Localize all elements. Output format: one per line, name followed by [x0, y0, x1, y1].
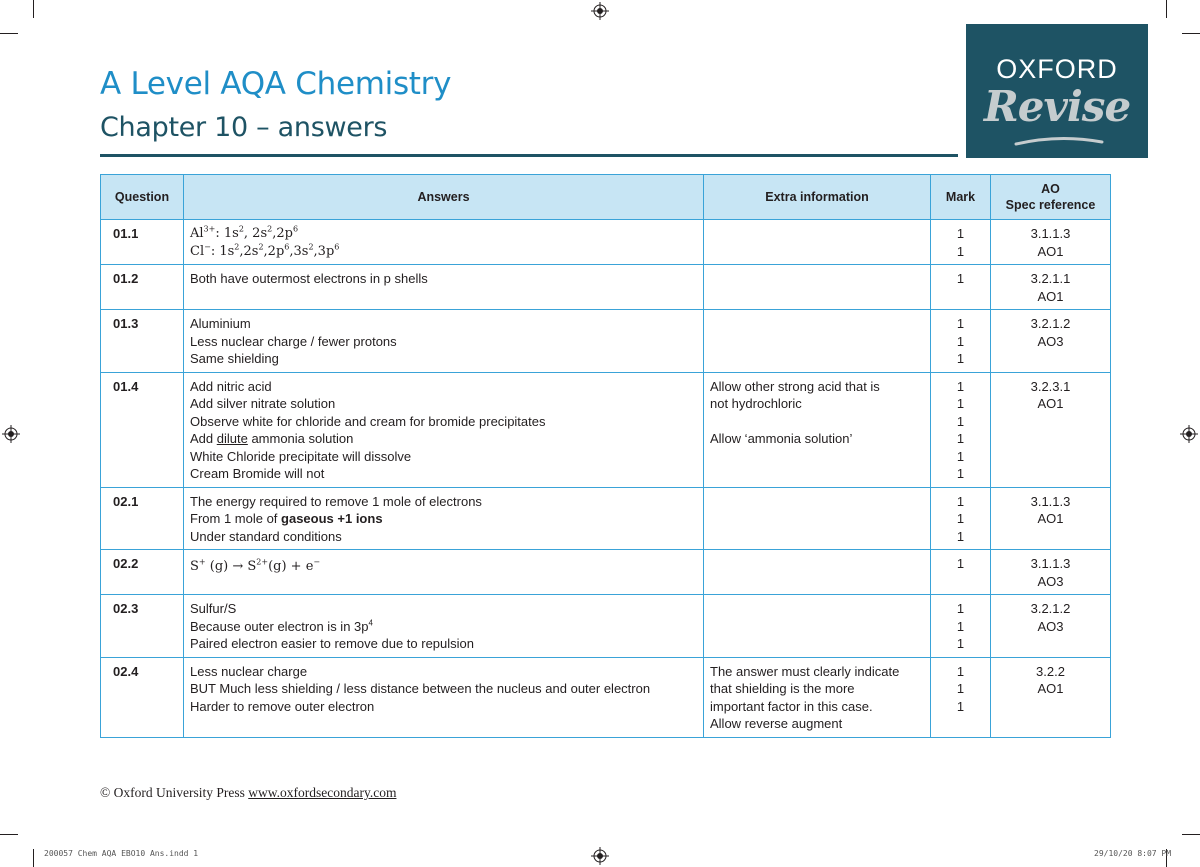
question-number: 01.1 — [101, 220, 184, 265]
question-number: 01.3 — [101, 310, 184, 373]
table-row — [101, 372, 1111, 487]
answer-line: Paired electron easier to remove due to repulsion — [190, 636, 474, 651]
oxford-secondary-link[interactable]: www.oxfordsecondary.com — [248, 785, 397, 800]
spec-reference-cell: 3.1.1.3 AO1 — [991, 220, 1111, 265]
crop-mark — [33, 849, 34, 867]
copyright-text: © Oxford University Press — [100, 785, 245, 800]
column-header-ao: AO Spec reference — [991, 175, 1111, 220]
print-slug-right: 29/10/20 8:07 PM — [1094, 849, 1172, 858]
answer-cell — [184, 310, 704, 373]
extra-info-cell — [704, 595, 931, 658]
answer-line: Aluminium — [190, 316, 251, 331]
logo-oxford-text: OXFORD — [996, 54, 1118, 84]
mark-cell: 1 — [931, 265, 991, 310]
spec-reference-cell: 3.2.3.1 AO1 — [991, 372, 1111, 487]
answer-line: The energy required to remove 1 mole of electrons — [190, 493, 482, 509]
spec-reference-cell: 3.2.1.2 AO3 — [991, 310, 1111, 373]
answer-cell — [184, 657, 704, 737]
answer-line: Add nitric acid — [190, 378, 272, 394]
mark-cell: 1 1 1 — [931, 310, 991, 373]
extra-info-cell: The answer must clearly indicate that shielding is the more important factor in this case. Allow reverse augment — [704, 657, 931, 737]
question-number: 01.4 — [101, 372, 184, 487]
answer-cell — [184, 265, 704, 310]
question-number: 02.4 — [101, 657, 184, 737]
answer-line: Observe white for chloride and cream for bromide precipitates — [190, 413, 546, 429]
print-slug-left: 200057 Chem AQA EBO10 Ans.indd 1 — [44, 849, 199, 858]
spec-reference-cell: 3.1.1.3 AO3 — [991, 550, 1111, 595]
answer-line: Add dilute ammonia solution — [190, 431, 354, 446]
page-subtitle: Chapter 10 – answers — [100, 112, 388, 143]
crop-mark — [0, 33, 18, 34]
column-header-extra: Extra information — [704, 175, 931, 220]
logo-swoosh-icon — [1014, 136, 1104, 148]
answer-cell — [184, 487, 704, 550]
answer-line: Add silver nitrate solution — [190, 396, 336, 411]
column-header-mark: Mark — [931, 175, 991, 220]
answer-cell — [184, 220, 704, 265]
oxford-revise-logo — [966, 24, 1148, 158]
answer-line: Less nuclear charge / fewer protons — [190, 333, 397, 349]
answer-line: Sulfur/S — [190, 601, 237, 616]
extra-info-cell — [704, 265, 931, 310]
mark-cell: 1 — [931, 550, 991, 595]
answer-line: Same shielding — [190, 351, 279, 366]
answer-line: From 1 mole of gaseous +1 ions — [190, 511, 383, 526]
logo-revise-text: Revise — [983, 82, 1131, 131]
table-row — [101, 487, 1111, 550]
extra-info-cell — [704, 220, 931, 265]
crop-mark — [1166, 0, 1167, 18]
registration-mark-icon — [591, 2, 609, 20]
answer-line: $Al^{3+}$: $1s^2$, $2s^2,2p^6$ — [190, 224, 299, 241]
answer-line: Under standard conditions — [190, 528, 342, 544]
extra-info-cell — [704, 487, 931, 550]
table-row — [101, 657, 1111, 737]
mark-cell: 1 1 1 1 1 1 — [931, 372, 991, 487]
crop-mark — [1182, 33, 1200, 34]
column-header-answers: Answers — [184, 175, 704, 220]
spec-reference-cell: 3.2.1.2 AO3 — [991, 595, 1111, 658]
registration-mark-icon — [2, 425, 20, 443]
crop-mark — [0, 834, 18, 835]
answer-cell — [184, 372, 704, 487]
spec-reference-cell: 3.1.1.3 AO1 — [991, 487, 1111, 550]
mark-cell: 1 1 1 — [931, 595, 991, 658]
header-rule — [100, 154, 958, 157]
mark-cell: 1 1 1 — [931, 657, 991, 737]
answer-line: Both have outermost electrons in p shells — [190, 271, 428, 286]
crop-mark — [33, 0, 34, 18]
answer-line: BUT Much less shielding / less distance between the nucleus and outer electron — [190, 681, 651, 696]
question-number: 02.2 — [101, 550, 184, 595]
table-header-row — [101, 175, 1111, 220]
answer-cell — [184, 550, 704, 595]
answers-table — [100, 174, 1111, 738]
question-number: 01.2 — [101, 265, 184, 310]
answer-line: Cream Bromide will not — [190, 466, 325, 481]
equation-line: S+ $(g) \to S^{2+}(g) + e^-$ — [190, 557, 321, 574]
table-row — [101, 265, 1111, 310]
answer-line: Harder to remove outer electron — [190, 698, 375, 714]
table-row — [101, 595, 1111, 658]
registration-mark-icon — [591, 847, 609, 865]
extra-info-cell — [704, 550, 931, 595]
extra-info-cell: Allow other strong acid that is not hydrochloric Allow ‘ammonia solution’ — [704, 372, 931, 487]
page-title: A Level AQA Chemistry — [100, 66, 452, 102]
mark-cell: 1 1 1 — [931, 487, 991, 550]
answer-line: Cl−: $1s^2,2s^2,2p^6,3s^2,3p^6$ — [190, 242, 340, 259]
answer-line: Because outer electron is in $3p^4$ — [190, 618, 373, 634]
table-row — [101, 220, 1111, 265]
question-number: 02.1 — [101, 487, 184, 550]
footer — [100, 785, 396, 801]
table-row — [101, 550, 1111, 595]
answer-line: Less nuclear charge — [190, 663, 308, 679]
spec-reference-cell: 3.2.2 AO1 — [991, 657, 1111, 737]
spec-reference-cell: 3.2.1.1 AO1 — [991, 265, 1111, 310]
column-header-question: Question — [101, 175, 184, 220]
crop-mark — [1182, 834, 1200, 835]
table-row — [101, 310, 1111, 373]
registration-mark-icon — [1180, 425, 1198, 443]
answer-line: White Chloride precipitate will dissolve — [190, 448, 412, 464]
mark-cell: 1 1 — [931, 220, 991, 265]
question-number: 02.3 — [101, 595, 184, 658]
extra-info-cell — [704, 310, 931, 373]
answer-cell — [184, 595, 704, 658]
